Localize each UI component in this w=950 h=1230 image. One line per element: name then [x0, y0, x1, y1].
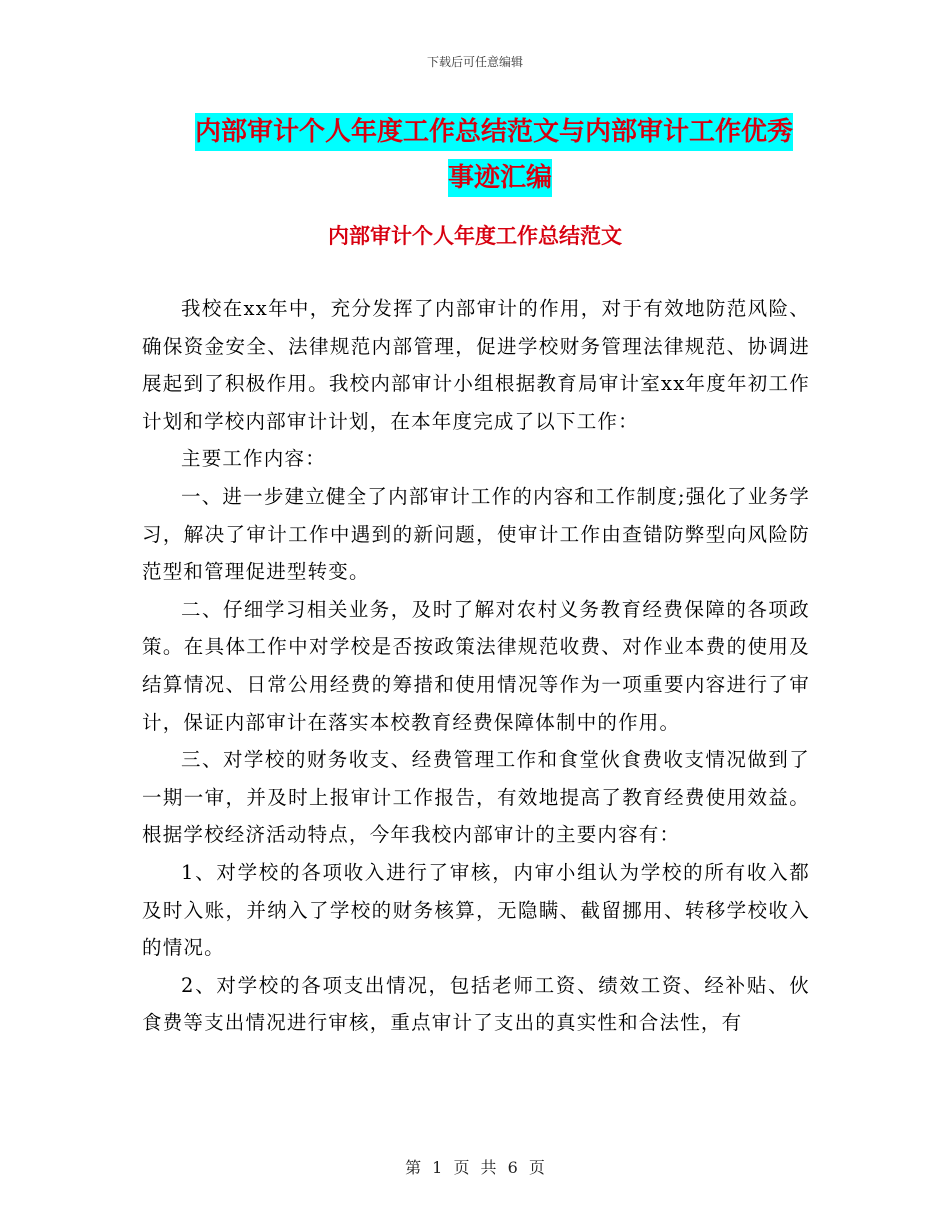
paragraph-item-3: 三、对学校的财务收支、经费管理工作和食堂伙食费收支情况做到了一期一审，并及时上报审计工作报告，有效地提高了教育经费使用效益。根据学校经济活动特点，今年我校内部审计的主要内容有：	[142, 748, 810, 847]
paragraph-subitem-1: 1、对学校的各项收入进行了审核，内审小组认为学校的所有收入都及时入账，并纳入了学校的财务核算，无隐瞒、截留挪用、转移学校收入的情况。	[142, 860, 810, 960]
paragraph-item-1: 一、进一步建立健全了内部审计工作的内容和工作制度;强化了业务学习，解决了审计工作中遇到的新问题，使审计工作由查错防弊型向风险防范型和管理促进型转变。	[142, 484, 810, 584]
paragraph-item-2: 二、仔细学习相关业务，及时了解对农村义务教育经费保障的各项政策。在具体工作中对学校是否按政策法律规范收费、对作业本费的使用及结算情况、日常公用经费的筹措和使用情况等作为一项重要内容进行了审计，保证内部审计在落实本校教育经费保障体制中的作用。	[142, 597, 810, 734]
document-title-line-2: 事迹汇编	[195, 156, 805, 200]
paragraph-main-content-heading: 主要工作内容：	[181, 447, 326, 471]
document-title	[195, 110, 805, 200]
document-body	[142, 290, 810, 1042]
page-number-footer: 第 1 页 共 6 页	[405, 1158, 545, 1177]
section-title: 内部审计个人年度工作总结范文	[328, 224, 622, 248]
paragraph-intro: 我校在xx年中，充分发挥了内部审计的作用，对于有效地防范风险、确保资金安全、法律规范内部管理，促进学校财务管理法律规范、协调进展起到了积极作用。我校内部审计小组根据教育局审计室xx年度年初工作计划和学校内部审计计划，在本年度完成了以下工作：	[142, 297, 810, 433]
paragraph-subitem-2: 2、对学校的各项支出情况，包括老师工资、绩效工资、经补贴、伙食费等支出情况进行审核，重点审计了支出的真实性和合法性，有	[142, 973, 810, 1035]
document-title-line-1: 内部审计个人年度工作总结范文与内部审计工作优秀	[195, 110, 805, 154]
page-header-note: 下载后可任意编辑	[426, 55, 523, 69]
